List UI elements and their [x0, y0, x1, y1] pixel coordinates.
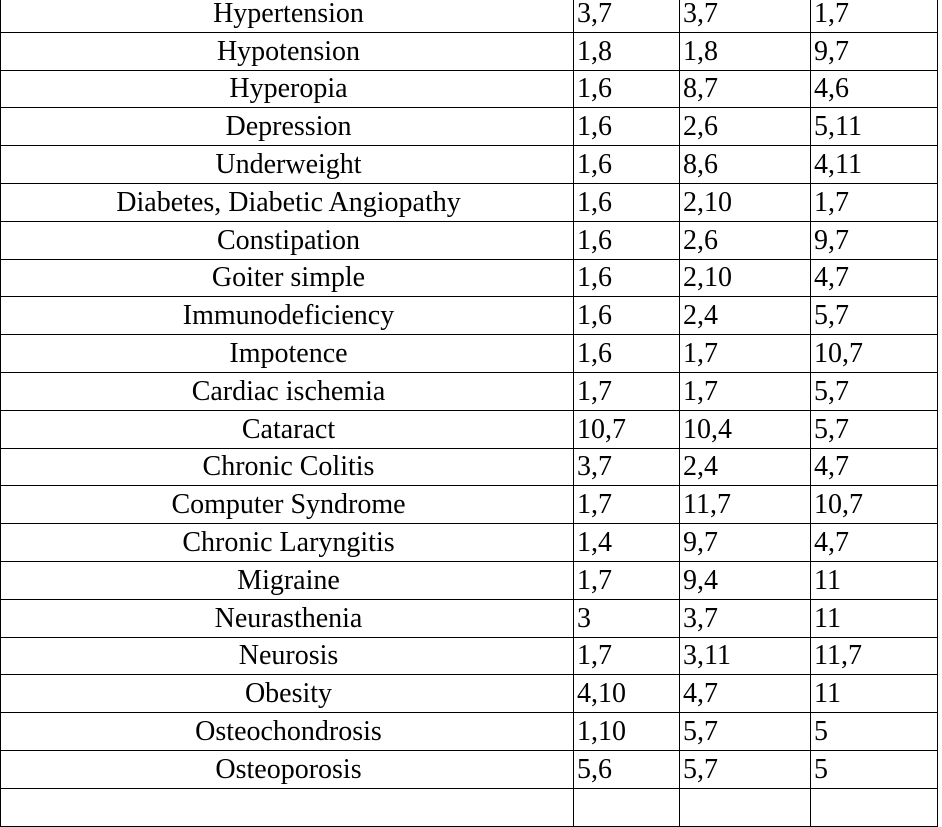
condition-name-cell: Cataract	[1, 410, 574, 448]
value-cell-col1: 1,6	[574, 70, 680, 108]
table-row	[1, 713, 938, 751]
value-cell-col2: 2,6	[680, 108, 811, 146]
table-row	[1, 561, 938, 599]
condition-name-cell: Chronic Laryngitis	[1, 524, 574, 562]
value-cell-col3: 1,7	[811, 183, 938, 221]
table-body	[1, 0, 938, 826]
value-cell-col1: 1,6	[574, 297, 680, 335]
condition-name-cell: Migraine	[1, 561, 574, 599]
value-cell-col2: 2,10	[680, 259, 811, 297]
value-cell-col2: 2,4	[680, 297, 811, 335]
value-cell-col2: 8,7	[680, 70, 811, 108]
condition-name-cell: Neurosis	[1, 637, 574, 675]
condition-name-cell: Immunodeficiency	[1, 297, 574, 335]
value-cell-col3: 1,7	[811, 0, 938, 32]
value-cell-col3: 9,7	[811, 32, 938, 70]
table-row	[1, 486, 938, 524]
table-row	[1, 221, 938, 259]
value-cell-col2: 10,4	[680, 410, 811, 448]
value-cell-col2: 2,10	[680, 183, 811, 221]
table-row	[1, 146, 938, 184]
value-cell-col1: 1,10	[574, 713, 680, 751]
value-cell-col2: 5,7	[680, 750, 811, 788]
table-row	[1, 637, 938, 675]
value-cell-col1: 3,7	[574, 0, 680, 32]
value-cell-col2: 1,8	[680, 32, 811, 70]
table-row	[1, 599, 938, 637]
table-row	[1, 259, 938, 297]
condition-name-cell: Goiter simple	[1, 259, 574, 297]
value-cell-col3: 4,7	[811, 259, 938, 297]
condition-name-cell: Underweight	[1, 146, 574, 184]
condition-name-cell: Depression	[1, 108, 574, 146]
value-cell-col2: 1,7	[680, 372, 811, 410]
value-cell-col1: 1,6	[574, 183, 680, 221]
table-row	[1, 448, 938, 486]
value-cell-col1: 1,4	[574, 524, 680, 562]
value-cell-col1: 1,6	[574, 146, 680, 184]
condition-name-cell: Chronic Colitis	[1, 448, 574, 486]
table-row	[1, 108, 938, 146]
value-cell-col1: 1,6	[574, 221, 680, 259]
value-cell-col3: 10,7	[811, 335, 938, 373]
condition-name-cell: Osteochondrosis	[1, 713, 574, 751]
value-cell-col3: 5,7	[811, 297, 938, 335]
value-cell-col1: 3	[574, 599, 680, 637]
value-cell-col3: 4,7	[811, 524, 938, 562]
value-cell-col2: 9,4	[680, 561, 811, 599]
value-cell-col2: 3,7	[680, 0, 811, 32]
value-cell-col2: 11,7	[680, 486, 811, 524]
value-cell-col3: 4,11	[811, 146, 938, 184]
value-cell-col2: 5,7	[680, 713, 811, 751]
table-row	[1, 183, 938, 221]
value-cell-col1: 1,7	[574, 637, 680, 675]
table-row	[1, 70, 938, 108]
value-cell-col1: 1,7	[574, 486, 680, 524]
condition-name-cell: Osteoporosis	[1, 750, 574, 788]
value-cell-col3: 5,11	[811, 108, 938, 146]
condition-name-cell: Neurasthenia	[1, 599, 574, 637]
value-cell-col2: 9,7	[680, 524, 811, 562]
value-cell-col3: 11	[811, 561, 938, 599]
value-cell-col1	[574, 788, 680, 826]
value-cell-col3: 11,7	[811, 637, 938, 675]
condition-name-cell: Obesity	[1, 675, 574, 713]
table-row	[1, 410, 938, 448]
value-cell-col3: 10,7	[811, 486, 938, 524]
table-row	[1, 335, 938, 373]
value-cell-col3: 4,6	[811, 70, 938, 108]
value-cell-col1: 10,7	[574, 410, 680, 448]
condition-name-cell	[1, 788, 574, 826]
value-cell-col2: 2,6	[680, 221, 811, 259]
table-row	[1, 372, 938, 410]
condition-name-cell: Constipation	[1, 221, 574, 259]
table-row	[1, 675, 938, 713]
value-cell-col2: 8,6	[680, 146, 811, 184]
condition-name-cell: Hypotension	[1, 32, 574, 70]
value-cell-col3: 9,7	[811, 221, 938, 259]
value-cell-col2: 1,7	[680, 335, 811, 373]
value-cell-col1: 1,7	[574, 561, 680, 599]
value-cell-col3: 5	[811, 750, 938, 788]
value-cell-col2: 4,7	[680, 675, 811, 713]
value-cell-col1: 4,10	[574, 675, 680, 713]
value-cell-col1: 1,6	[574, 335, 680, 373]
value-cell-col1: 1,6	[574, 108, 680, 146]
value-cell-col1: 5,6	[574, 750, 680, 788]
condition-name-cell: Hypertension	[1, 0, 574, 32]
value-cell-col2: 3,7	[680, 599, 811, 637]
value-cell-col1: 1,6	[574, 259, 680, 297]
value-cell-col1: 1,8	[574, 32, 680, 70]
value-cell-col3: 5	[811, 713, 938, 751]
table-row	[1, 788, 938, 826]
condition-name-cell: Impotence	[1, 335, 574, 373]
condition-name-cell: Hyperopia	[1, 70, 574, 108]
value-cell-col3: 5,7	[811, 410, 938, 448]
condition-name-cell: Cardiac ischemia	[1, 372, 574, 410]
value-cell-col1: 3,7	[574, 448, 680, 486]
table-row	[1, 0, 938, 32]
value-cell-col2: 2,4	[680, 448, 811, 486]
condition-name-cell: Diabetes, Diabetic Angiopathy	[1, 183, 574, 221]
value-cell-col3: 11	[811, 675, 938, 713]
value-cell-col3: 11	[811, 599, 938, 637]
table-row	[1, 297, 938, 335]
table-row	[1, 524, 938, 562]
value-cell-col2	[680, 788, 811, 826]
value-cell-col3	[811, 788, 938, 826]
table-row	[1, 32, 938, 70]
table-row	[1, 750, 938, 788]
value-cell-col3: 4,7	[811, 448, 938, 486]
value-cell-col1: 1,7	[574, 372, 680, 410]
condition-name-cell: Computer Syndrome	[1, 486, 574, 524]
value-cell-col3: 5,7	[811, 372, 938, 410]
value-cell-col2: 3,11	[680, 637, 811, 675]
